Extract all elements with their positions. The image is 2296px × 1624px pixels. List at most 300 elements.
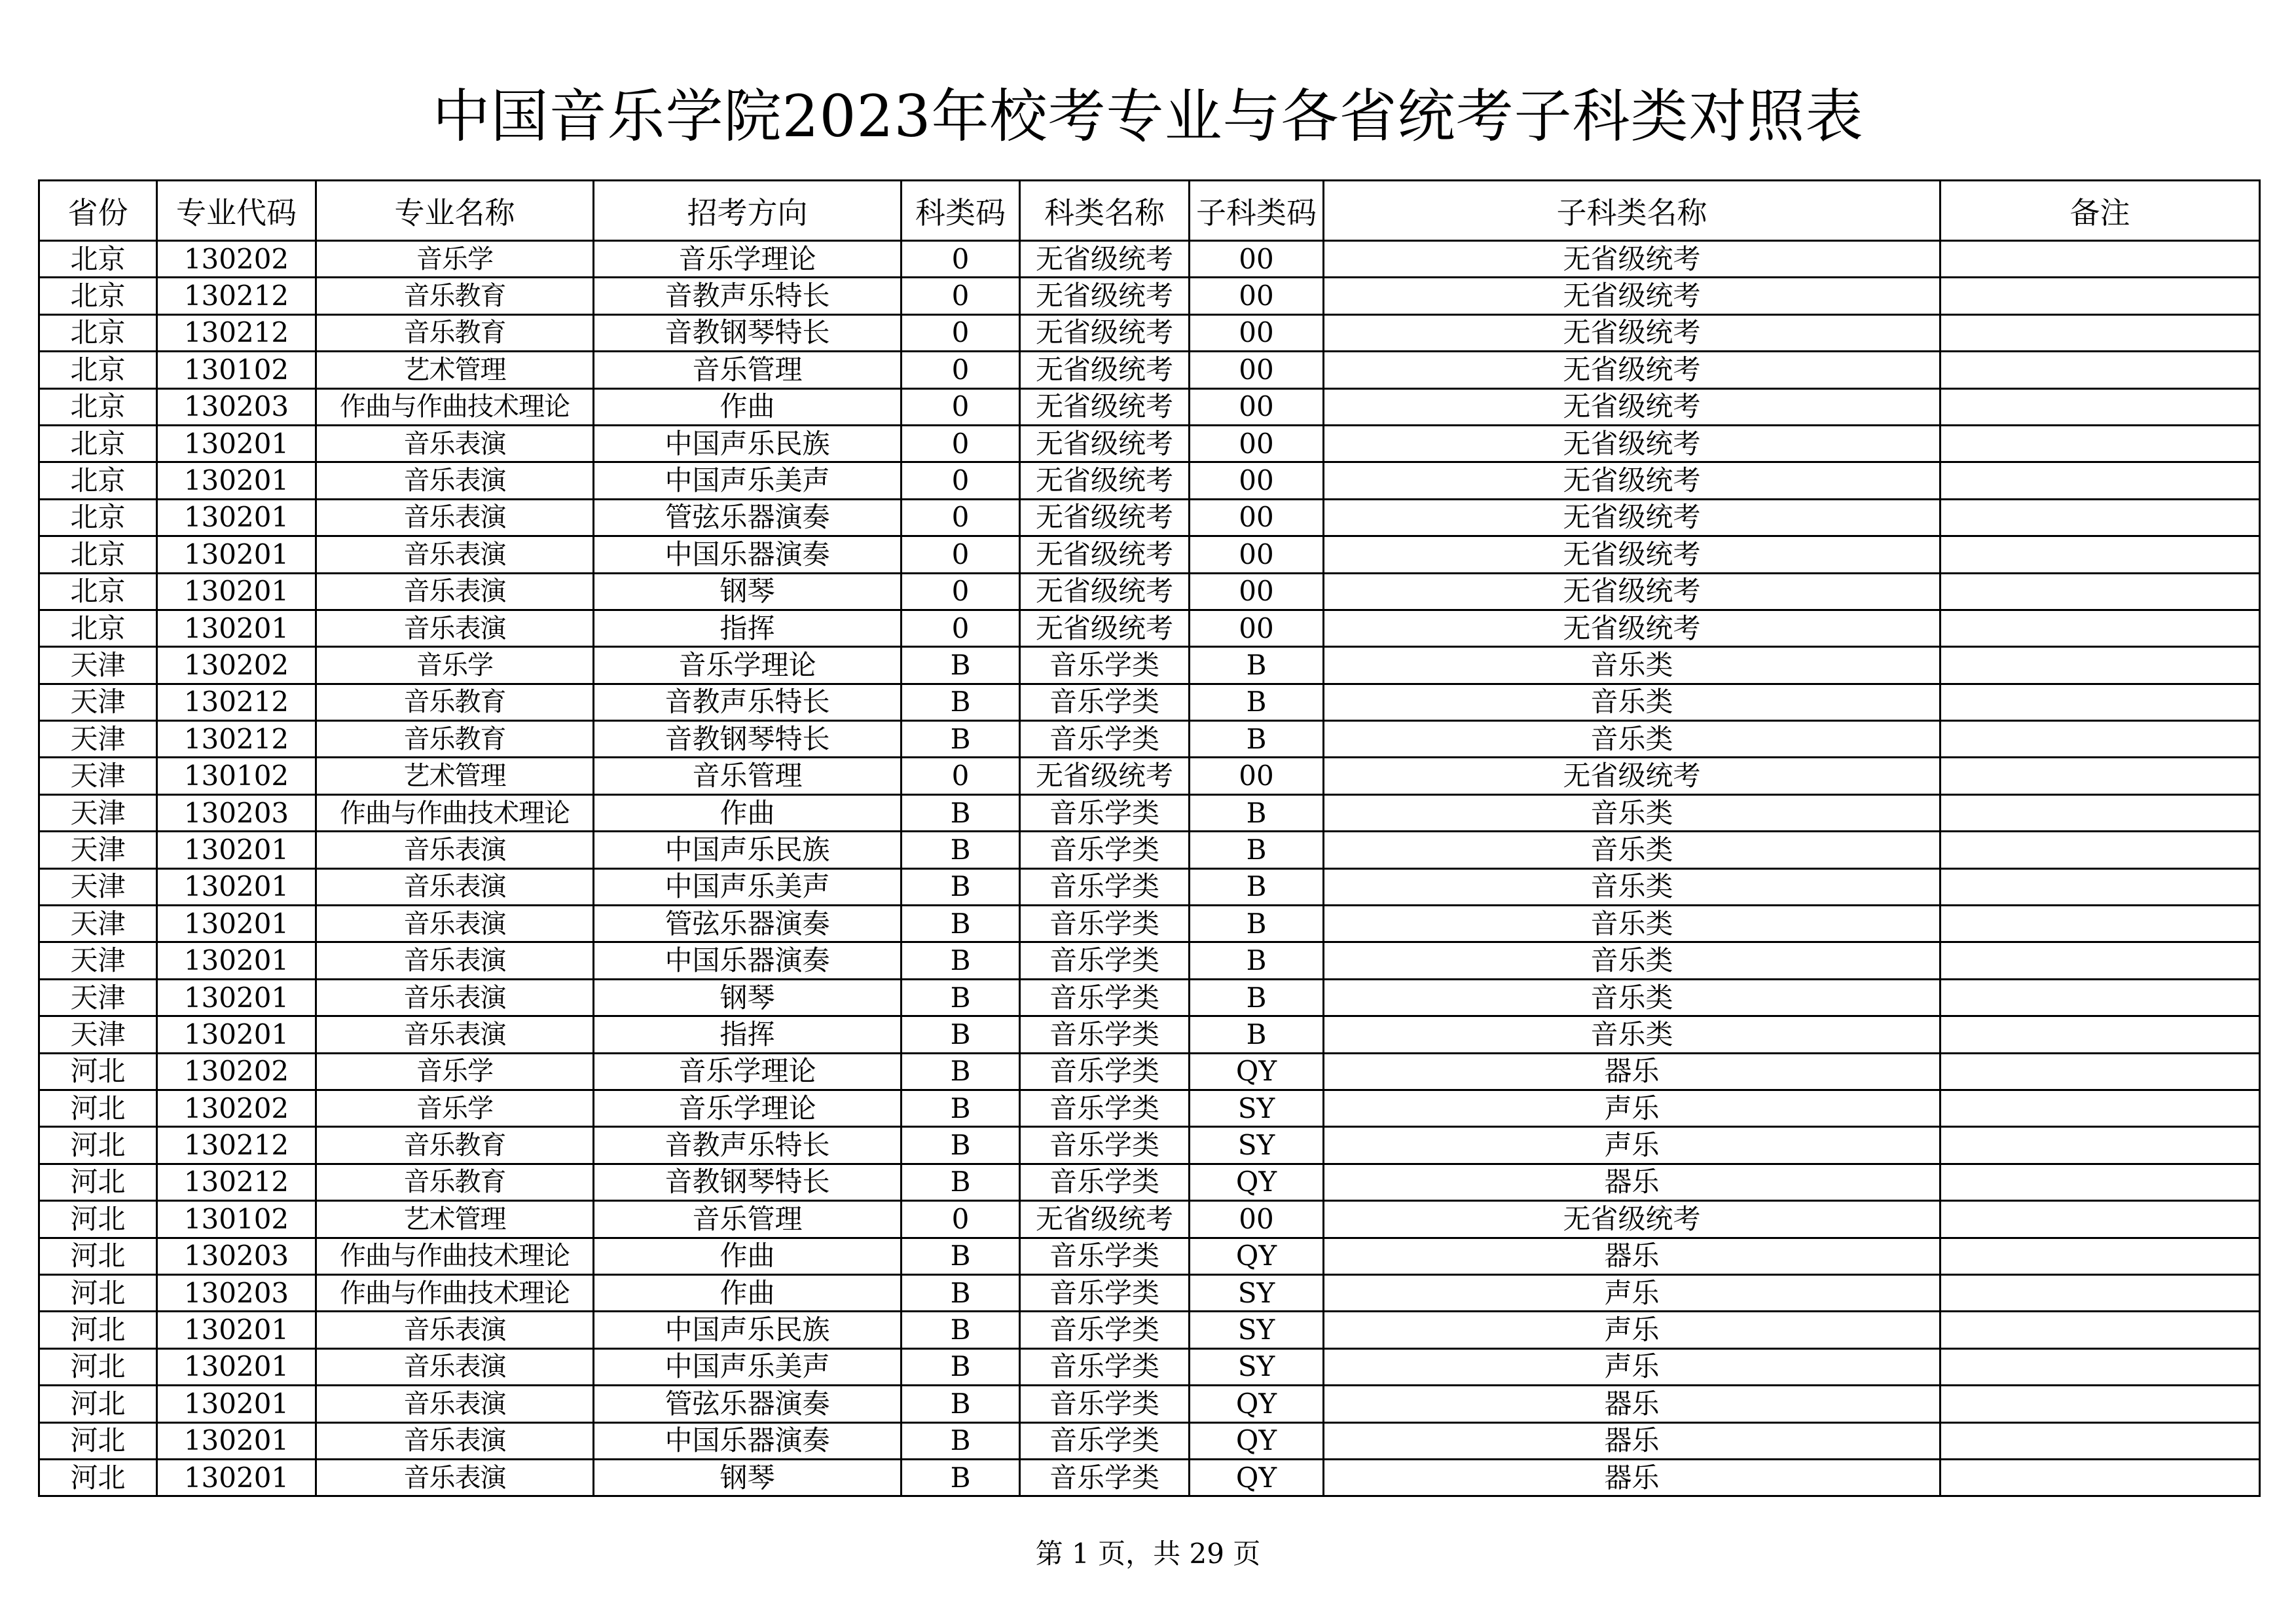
cell-major-code: 130201 bbox=[157, 1016, 316, 1053]
table-row bbox=[39, 573, 2260, 610]
cell-subcategory-code: 00 bbox=[1190, 314, 1324, 351]
cell-subcategory-name: 音乐类 bbox=[1324, 942, 1941, 979]
cell-category-name: 音乐学类 bbox=[1020, 1312, 1190, 1348]
table-row bbox=[39, 1090, 2260, 1126]
cell-direction: 指挥 bbox=[594, 610, 902, 646]
cell-province: 天津 bbox=[39, 979, 157, 1016]
cell-category-name: 音乐学类 bbox=[1020, 979, 1190, 1016]
cell-major-code: 130212 bbox=[157, 278, 316, 314]
cell-subcategory-code: SY bbox=[1190, 1090, 1324, 1126]
table-row bbox=[39, 462, 2260, 499]
table-row bbox=[39, 241, 2260, 278]
cell-category-code: B bbox=[902, 832, 1020, 868]
comparison-table-container bbox=[38, 179, 2259, 1497]
cell-subcategory-name: 声乐 bbox=[1324, 1127, 1941, 1164]
cell-category-code: B bbox=[902, 794, 1020, 831]
table-row bbox=[39, 1164, 2260, 1200]
cell-major-code: 130201 bbox=[157, 462, 316, 499]
cell-province: 北京 bbox=[39, 278, 157, 314]
column-header-province: 省份 bbox=[39, 181, 157, 241]
cell-major-code: 130201 bbox=[157, 499, 316, 536]
cell-category-code: B bbox=[902, 942, 1020, 979]
cell-major-name: 音乐表演 bbox=[316, 573, 594, 610]
cell-category-code: B bbox=[902, 1238, 1020, 1274]
cell-province: 北京 bbox=[39, 499, 157, 536]
cell-province: 北京 bbox=[39, 388, 157, 425]
cell-category-name: 无省级统考 bbox=[1020, 352, 1190, 388]
cell-category-code: B bbox=[902, 1422, 1020, 1459]
cell-province: 北京 bbox=[39, 462, 157, 499]
table-row bbox=[39, 1238, 2260, 1274]
cell-direction: 钢琴 bbox=[594, 979, 902, 1016]
cell-direction: 中国声乐美声 bbox=[594, 1348, 902, 1385]
cell-direction: 音乐学理论 bbox=[594, 647, 902, 684]
cell-category-code: B bbox=[902, 1348, 1020, 1385]
cell-subcategory-name: 音乐类 bbox=[1324, 794, 1941, 831]
cell-remarks bbox=[1941, 794, 2260, 831]
cell-subcategory-code: B bbox=[1190, 684, 1324, 720]
cell-subcategory-name: 音乐类 bbox=[1324, 684, 1941, 720]
cell-direction: 中国声乐美声 bbox=[594, 462, 902, 499]
cell-subcategory-name: 音乐类 bbox=[1324, 906, 1941, 942]
cell-category-name: 音乐学类 bbox=[1020, 1164, 1190, 1200]
cell-subcategory-name: 无省级统考 bbox=[1324, 536, 1941, 573]
cell-major-name: 音乐表演 bbox=[316, 1312, 594, 1348]
cell-subcategory-code: QY bbox=[1190, 1422, 1324, 1459]
cell-subcategory-code: QY bbox=[1190, 1459, 1324, 1496]
cell-subcategory-name: 无省级统考 bbox=[1324, 1201, 1941, 1238]
cell-direction: 中国乐器演奏 bbox=[594, 942, 902, 979]
cell-subcategory-name: 器乐 bbox=[1324, 1459, 1941, 1496]
cell-remarks bbox=[1941, 647, 2260, 684]
cell-province: 天津 bbox=[39, 942, 157, 979]
cell-category-code: 0 bbox=[902, 352, 1020, 388]
cell-direction: 管弦乐器演奏 bbox=[594, 906, 902, 942]
column-header-direction: 招考方向 bbox=[594, 181, 902, 241]
table-row bbox=[39, 610, 2260, 646]
cell-major-code: 130212 bbox=[157, 684, 316, 720]
cell-major-code: 130201 bbox=[157, 906, 316, 942]
cell-major-name: 音乐表演 bbox=[316, 832, 594, 868]
cell-major-name: 音乐学 bbox=[316, 647, 594, 684]
table-row bbox=[39, 1386, 2260, 1422]
cell-province: 河北 bbox=[39, 1274, 157, 1311]
cell-category-name: 无省级统考 bbox=[1020, 573, 1190, 610]
cell-major-code: 130102 bbox=[157, 352, 316, 388]
cell-subcategory-name: 无省级统考 bbox=[1324, 314, 1941, 351]
cell-major-name: 音乐表演 bbox=[316, 499, 594, 536]
cell-province: 河北 bbox=[39, 1312, 157, 1348]
cell-category-name: 无省级统考 bbox=[1020, 278, 1190, 314]
cell-remarks bbox=[1941, 906, 2260, 942]
table-row bbox=[39, 979, 2260, 1016]
table-row bbox=[39, 832, 2260, 868]
column-header-remarks: 备注 bbox=[1941, 181, 2260, 241]
cell-subcategory-code: SY bbox=[1190, 1312, 1324, 1348]
cell-category-name: 音乐学类 bbox=[1020, 942, 1190, 979]
column-header-category-name: 科类名称 bbox=[1020, 181, 1190, 241]
cell-subcategory-code: QY bbox=[1190, 1164, 1324, 1200]
column-header-major-code: 专业代码 bbox=[157, 181, 316, 241]
cell-category-code: 0 bbox=[902, 278, 1020, 314]
table-row bbox=[39, 906, 2260, 942]
cell-remarks bbox=[1941, 278, 2260, 314]
cell-direction: 中国声乐美声 bbox=[594, 868, 902, 905]
cell-subcategory-code: 00 bbox=[1190, 425, 1324, 462]
cell-subcategory-code: SY bbox=[1190, 1127, 1324, 1164]
cell-remarks bbox=[1941, 942, 2260, 979]
cell-major-code: 130201 bbox=[157, 1312, 316, 1348]
cell-subcategory-code: 00 bbox=[1190, 499, 1324, 536]
cell-category-name: 音乐学类 bbox=[1020, 1127, 1190, 1164]
cell-category-code: B bbox=[902, 868, 1020, 905]
cell-category-code: 0 bbox=[902, 314, 1020, 351]
cell-direction: 中国声乐民族 bbox=[594, 1312, 902, 1348]
cell-category-code: 0 bbox=[902, 499, 1020, 536]
cell-major-code: 130201 bbox=[157, 536, 316, 573]
cell-subcategory-name: 器乐 bbox=[1324, 1053, 1941, 1090]
cell-major-name: 音乐表演 bbox=[316, 979, 594, 1016]
cell-category-name: 无省级统考 bbox=[1020, 388, 1190, 425]
cell-category-code: B bbox=[902, 906, 1020, 942]
cell-subcategory-name: 器乐 bbox=[1324, 1422, 1941, 1459]
cell-major-code: 130203 bbox=[157, 1238, 316, 1274]
cell-category-code: 0 bbox=[902, 1201, 1020, 1238]
cell-subcategory-name: 无省级统考 bbox=[1324, 499, 1941, 536]
cell-subcategory-name: 无省级统考 bbox=[1324, 278, 1941, 314]
cell-remarks bbox=[1941, 1459, 2260, 1496]
cell-province: 天津 bbox=[39, 1016, 157, 1053]
cell-subcategory-name: 无省级统考 bbox=[1324, 352, 1941, 388]
table-body bbox=[39, 241, 2260, 1496]
table-row bbox=[39, 1348, 2260, 1385]
cell-major-code: 130201 bbox=[157, 1386, 316, 1422]
cell-major-name: 音乐表演 bbox=[316, 1016, 594, 1053]
table-row bbox=[39, 499, 2260, 536]
cell-category-code: B bbox=[902, 721, 1020, 758]
cell-major-name: 音乐表演 bbox=[316, 536, 594, 573]
cell-category-code: 0 bbox=[902, 610, 1020, 646]
cell-remarks bbox=[1941, 832, 2260, 868]
cell-category-name: 音乐学类 bbox=[1020, 906, 1190, 942]
cell-remarks bbox=[1941, 1053, 2260, 1090]
cell-direction: 音乐学理论 bbox=[594, 1090, 902, 1126]
cell-remarks bbox=[1941, 1127, 2260, 1164]
cell-province: 河北 bbox=[39, 1164, 157, 1200]
cell-direction: 音教声乐特长 bbox=[594, 684, 902, 720]
cell-category-name: 音乐学类 bbox=[1020, 794, 1190, 831]
table-row bbox=[39, 647, 2260, 684]
cell-remarks bbox=[1941, 1312, 2260, 1348]
cell-direction: 作曲 bbox=[594, 1274, 902, 1311]
cell-major-code: 130102 bbox=[157, 1201, 316, 1238]
cell-direction: 中国乐器演奏 bbox=[594, 536, 902, 573]
cell-remarks bbox=[1941, 241, 2260, 278]
cell-category-name: 音乐学类 bbox=[1020, 1348, 1190, 1385]
cell-direction: 钢琴 bbox=[594, 573, 902, 610]
cell-category-name: 无省级统考 bbox=[1020, 499, 1190, 536]
cell-province: 北京 bbox=[39, 314, 157, 351]
cell-direction: 音教钢琴特长 bbox=[594, 1164, 902, 1200]
cell-remarks bbox=[1941, 1201, 2260, 1238]
cell-major-name: 音乐表演 bbox=[316, 942, 594, 979]
cell-category-code: B bbox=[902, 1386, 1020, 1422]
cell-major-name: 艺术管理 bbox=[316, 1201, 594, 1238]
cell-province: 天津 bbox=[39, 647, 157, 684]
cell-category-code: B bbox=[902, 1053, 1020, 1090]
cell-major-code: 130202 bbox=[157, 1053, 316, 1090]
table-row bbox=[39, 1127, 2260, 1164]
cell-province: 河北 bbox=[39, 1238, 157, 1274]
cell-major-name: 作曲与作曲技术理论 bbox=[316, 388, 594, 425]
cell-direction: 音教钢琴特长 bbox=[594, 721, 902, 758]
cell-subcategory-code: B bbox=[1190, 868, 1324, 905]
cell-province: 天津 bbox=[39, 721, 157, 758]
cell-subcategory-code: 00 bbox=[1190, 610, 1324, 646]
cell-major-name: 音乐表演 bbox=[316, 868, 594, 905]
cell-major-code: 130201 bbox=[157, 868, 316, 905]
cell-major-code: 130203 bbox=[157, 794, 316, 831]
cell-category-name: 无省级统考 bbox=[1020, 425, 1190, 462]
cell-province: 河北 bbox=[39, 1201, 157, 1238]
cell-major-name: 音乐教育 bbox=[316, 278, 594, 314]
cell-subcategory-code: QY bbox=[1190, 1386, 1324, 1422]
cell-major-code: 130203 bbox=[157, 388, 316, 425]
cell-category-name: 音乐学类 bbox=[1020, 647, 1190, 684]
cell-category-code: B bbox=[902, 1164, 1020, 1200]
cell-category-name: 无省级统考 bbox=[1020, 536, 1190, 573]
cell-direction: 中国声乐民族 bbox=[594, 425, 902, 462]
cell-subcategory-name: 声乐 bbox=[1324, 1348, 1941, 1385]
cell-subcategory-name: 声乐 bbox=[1324, 1274, 1941, 1311]
table-row bbox=[39, 536, 2260, 573]
cell-major-code: 130201 bbox=[157, 942, 316, 979]
cell-subcategory-code: QY bbox=[1190, 1238, 1324, 1274]
cell-subcategory-code: 00 bbox=[1190, 1201, 1324, 1238]
cell-subcategory-code: 00 bbox=[1190, 241, 1324, 278]
cell-major-name: 音乐教育 bbox=[316, 1127, 594, 1164]
cell-province: 天津 bbox=[39, 684, 157, 720]
table-row bbox=[39, 1016, 2260, 1053]
table-row bbox=[39, 314, 2260, 351]
cell-province: 北京 bbox=[39, 425, 157, 462]
column-header-subcategory-code: 子科类码 bbox=[1190, 181, 1324, 241]
cell-subcategory-code: B bbox=[1190, 647, 1324, 684]
cell-direction: 音乐学理论 bbox=[594, 241, 902, 278]
cell-category-code: B bbox=[902, 1016, 1020, 1053]
cell-major-code: 130201 bbox=[157, 610, 316, 646]
cell-major-code: 130212 bbox=[157, 1127, 316, 1164]
cell-subcategory-name: 音乐类 bbox=[1324, 979, 1941, 1016]
cell-subcategory-name: 音乐类 bbox=[1324, 721, 1941, 758]
cell-remarks bbox=[1941, 536, 2260, 573]
cell-direction: 管弦乐器演奏 bbox=[594, 499, 902, 536]
cell-remarks bbox=[1941, 979, 2260, 1016]
cell-category-code: B bbox=[902, 979, 1020, 1016]
column-header-major-name: 专业名称 bbox=[316, 181, 594, 241]
cell-major-code: 130201 bbox=[157, 425, 316, 462]
cell-direction: 音乐管理 bbox=[594, 1201, 902, 1238]
cell-remarks bbox=[1941, 1348, 2260, 1385]
cell-province: 河北 bbox=[39, 1090, 157, 1126]
cell-province: 北京 bbox=[39, 573, 157, 610]
cell-major-name: 音乐表演 bbox=[316, 1386, 594, 1422]
cell-province: 河北 bbox=[39, 1053, 157, 1090]
cell-category-code: 0 bbox=[902, 573, 1020, 610]
cell-remarks bbox=[1941, 462, 2260, 499]
cell-province: 北京 bbox=[39, 610, 157, 646]
cell-subcategory-code: 00 bbox=[1190, 758, 1324, 794]
cell-remarks bbox=[1941, 868, 2260, 905]
cell-category-name: 无省级统考 bbox=[1020, 241, 1190, 278]
cell-major-name: 音乐表演 bbox=[316, 1348, 594, 1385]
cell-category-name: 音乐学类 bbox=[1020, 1238, 1190, 1274]
cell-category-name: 无省级统考 bbox=[1020, 1201, 1190, 1238]
cell-category-name: 音乐学类 bbox=[1020, 1016, 1190, 1053]
cell-category-code: B bbox=[902, 647, 1020, 684]
table-row bbox=[39, 1201, 2260, 1238]
cell-subcategory-code: QY bbox=[1190, 1053, 1324, 1090]
cell-subcategory-code: SY bbox=[1190, 1348, 1324, 1385]
cell-major-code: 130201 bbox=[157, 1422, 316, 1459]
cell-category-code: 0 bbox=[902, 425, 1020, 462]
table-row bbox=[39, 1053, 2260, 1090]
cell-remarks bbox=[1941, 684, 2260, 720]
cell-direction: 音乐管理 bbox=[594, 758, 902, 794]
cell-remarks bbox=[1941, 1422, 2260, 1459]
table-row bbox=[39, 758, 2260, 794]
cell-major-code: 130212 bbox=[157, 314, 316, 351]
cell-major-code: 130212 bbox=[157, 1164, 316, 1200]
cell-direction: 中国乐器演奏 bbox=[594, 1422, 902, 1459]
cell-subcategory-name: 音乐类 bbox=[1324, 1016, 1941, 1053]
cell-subcategory-name: 音乐类 bbox=[1324, 832, 1941, 868]
cell-province: 河北 bbox=[39, 1422, 157, 1459]
cell-category-name: 音乐学类 bbox=[1020, 1422, 1190, 1459]
cell-subcategory-name: 无省级统考 bbox=[1324, 241, 1941, 278]
cell-category-code: B bbox=[902, 1459, 1020, 1496]
cell-subcategory-code: B bbox=[1190, 979, 1324, 1016]
table-header-row bbox=[39, 181, 2260, 241]
cell-category-code: B bbox=[902, 1312, 1020, 1348]
table-row bbox=[39, 868, 2260, 905]
table-row bbox=[39, 684, 2260, 720]
cell-subcategory-name: 声乐 bbox=[1324, 1312, 1941, 1348]
cell-category-code: B bbox=[902, 1090, 1020, 1126]
cell-remarks bbox=[1941, 352, 2260, 388]
cell-major-code: 130201 bbox=[157, 573, 316, 610]
page-title: 中国音乐学院2023年校考专业与各省统考子科类对照表 bbox=[432, 83, 1864, 150]
cell-province: 天津 bbox=[39, 832, 157, 868]
cell-remarks bbox=[1941, 499, 2260, 536]
cell-remarks bbox=[1941, 610, 2260, 646]
cell-remarks bbox=[1941, 1090, 2260, 1126]
cell-major-name: 音乐表演 bbox=[316, 906, 594, 942]
cell-subcategory-name: 无省级统考 bbox=[1324, 388, 1941, 425]
comparison-table bbox=[38, 179, 2261, 1497]
cell-direction: 中国声乐民族 bbox=[594, 832, 902, 868]
cell-province: 河北 bbox=[39, 1459, 157, 1496]
table-row bbox=[39, 721, 2260, 758]
cell-major-code: 130202 bbox=[157, 241, 316, 278]
cell-subcategory-name: 声乐 bbox=[1324, 1090, 1941, 1126]
cell-subcategory-name: 器乐 bbox=[1324, 1386, 1941, 1422]
cell-subcategory-code: SY bbox=[1190, 1274, 1324, 1311]
cell-major-name: 音乐教育 bbox=[316, 684, 594, 720]
cell-category-code: 0 bbox=[902, 758, 1020, 794]
cell-province: 河北 bbox=[39, 1348, 157, 1385]
page-footer: 第 1 页，共 29 页 bbox=[1035, 1538, 1261, 1570]
cell-category-name: 音乐学类 bbox=[1020, 1053, 1190, 1090]
cell-major-code: 130202 bbox=[157, 647, 316, 684]
cell-remarks bbox=[1941, 758, 2260, 794]
cell-major-code: 130102 bbox=[157, 758, 316, 794]
cell-province: 天津 bbox=[39, 758, 157, 794]
cell-remarks bbox=[1941, 1164, 2260, 1200]
cell-subcategory-code: 00 bbox=[1190, 536, 1324, 573]
cell-direction: 钢琴 bbox=[594, 1459, 902, 1496]
cell-major-name: 音乐学 bbox=[316, 1053, 594, 1090]
cell-major-code: 130203 bbox=[157, 1274, 316, 1311]
cell-major-name: 音乐表演 bbox=[316, 1459, 594, 1496]
cell-direction: 作曲 bbox=[594, 794, 902, 831]
cell-subcategory-code: 00 bbox=[1190, 388, 1324, 425]
cell-remarks bbox=[1941, 425, 2260, 462]
cell-remarks bbox=[1941, 388, 2260, 425]
cell-category-name: 无省级统考 bbox=[1020, 758, 1190, 794]
cell-subcategory-code: B bbox=[1190, 906, 1324, 942]
cell-major-code: 130201 bbox=[157, 1348, 316, 1385]
cell-subcategory-name: 无省级统考 bbox=[1324, 610, 1941, 646]
cell-category-name: 无省级统考 bbox=[1020, 610, 1190, 646]
cell-category-code: B bbox=[902, 1274, 1020, 1311]
cell-major-name: 音乐学 bbox=[316, 241, 594, 278]
cell-direction: 音教声乐特长 bbox=[594, 278, 902, 314]
cell-province: 北京 bbox=[39, 536, 157, 573]
cell-subcategory-code: B bbox=[1190, 832, 1324, 868]
cell-major-name: 音乐教育 bbox=[316, 721, 594, 758]
cell-subcategory-code: 00 bbox=[1190, 278, 1324, 314]
cell-major-name: 音乐表演 bbox=[316, 462, 594, 499]
cell-remarks bbox=[1941, 573, 2260, 610]
cell-category-code: 0 bbox=[902, 462, 1020, 499]
table-row bbox=[39, 1274, 2260, 1311]
cell-category-name: 音乐学类 bbox=[1020, 868, 1190, 905]
cell-subcategory-name: 无省级统考 bbox=[1324, 573, 1941, 610]
cell-direction: 音教钢琴特长 bbox=[594, 314, 902, 351]
cell-province: 河北 bbox=[39, 1386, 157, 1422]
cell-category-name: 音乐学类 bbox=[1020, 684, 1190, 720]
cell-major-name: 音乐学 bbox=[316, 1090, 594, 1126]
cell-category-name: 音乐学类 bbox=[1020, 1274, 1190, 1311]
cell-major-name: 作曲与作曲技术理论 bbox=[316, 1274, 594, 1311]
cell-category-code: 0 bbox=[902, 536, 1020, 573]
cell-major-name: 音乐表演 bbox=[316, 1422, 594, 1459]
cell-major-code: 130212 bbox=[157, 721, 316, 758]
cell-province: 北京 bbox=[39, 241, 157, 278]
table-row bbox=[39, 425, 2260, 462]
cell-subcategory-name: 音乐类 bbox=[1324, 647, 1941, 684]
cell-major-name: 音乐表演 bbox=[316, 425, 594, 462]
cell-province: 天津 bbox=[39, 794, 157, 831]
cell-major-name: 音乐教育 bbox=[316, 1164, 594, 1200]
table-row bbox=[39, 352, 2260, 388]
table-row bbox=[39, 278, 2260, 314]
table-row bbox=[39, 794, 2260, 831]
cell-subcategory-code: 00 bbox=[1190, 573, 1324, 610]
cell-subcategory-name: 器乐 bbox=[1324, 1164, 1941, 1200]
cell-category-code: B bbox=[902, 684, 1020, 720]
